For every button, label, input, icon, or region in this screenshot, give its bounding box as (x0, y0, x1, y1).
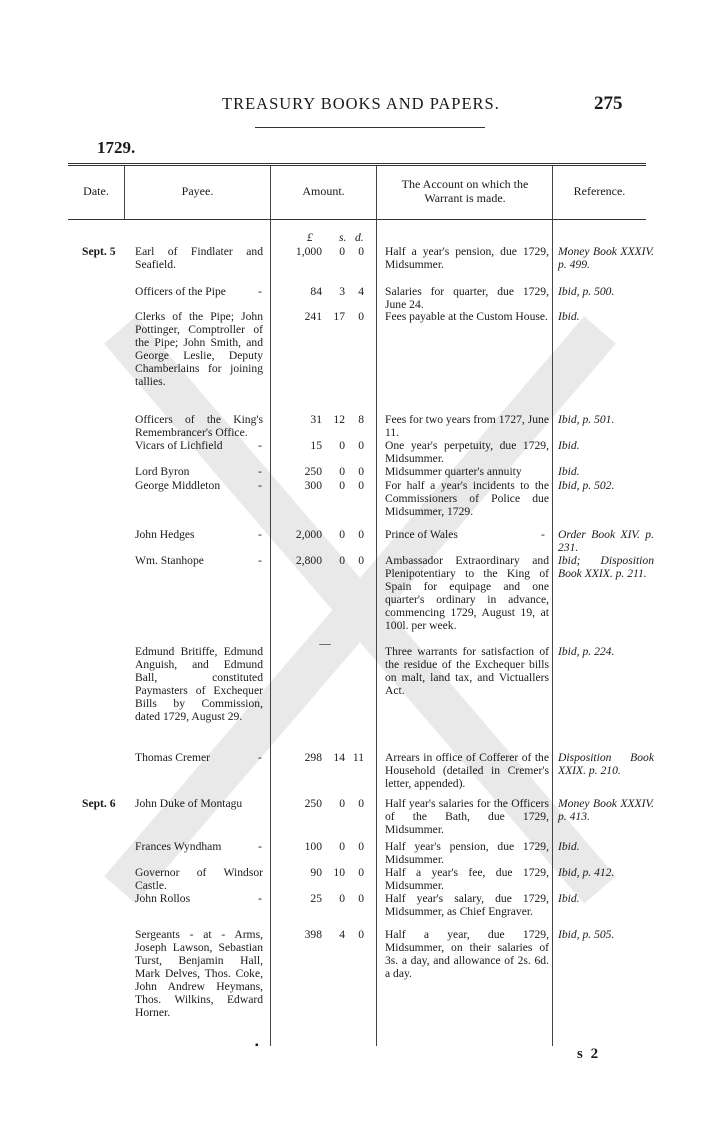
col-divider-account (552, 166, 553, 1046)
row-amount-pence: 0 (358, 866, 364, 879)
leader-dash: - (258, 439, 262, 452)
page-number: 275 (594, 93, 623, 114)
signature-mark: s 2 (577, 1046, 601, 1062)
row-payee: Lord Byron (135, 465, 190, 478)
row-reference: Ibid. (558, 892, 580, 905)
leader-dash: - (258, 528, 262, 541)
row-payee: Vicars of Lichfield (135, 439, 223, 452)
row-reference: Ibid. (558, 310, 580, 323)
unit-shillings: s. (339, 231, 347, 244)
row-payee: Clerks of the Pipe; John Pottinger, Comptroller of the Pipe; John Smith, and George Leslie, Deputy Chamberlains for joining tallies. (135, 310, 263, 388)
leader-dash: - (258, 892, 262, 905)
row-reference: Ibid, p. 412. (558, 866, 615, 879)
row-amount-pence: 8 (358, 413, 364, 426)
row-amount-shillings: 0 (339, 554, 345, 567)
row-amount-shillings: 4 (339, 928, 345, 941)
row-amount-shillings: 0 (339, 479, 345, 492)
row-amount-pence: 11 (352, 751, 364, 764)
table-top-rule (68, 163, 646, 164)
row-amount-pence: 0 (358, 797, 364, 810)
leader-dash: - (258, 751, 262, 764)
row-amount-pence: 0 (358, 310, 364, 323)
row-reference: Ibid, p. 501. (558, 413, 615, 426)
row-reference: Ibid, p. 224. (558, 645, 615, 658)
unit-pounds: £ (307, 231, 313, 244)
row-amount-shillings: 10 (333, 866, 345, 879)
stray-mark: ▪ (255, 1040, 259, 1051)
row-amount-shillings: 0 (339, 840, 345, 853)
row-reference: Disposition Book XXIX. p. 210. (558, 751, 654, 777)
row-reference: Ibid. (558, 439, 580, 452)
row-amount-pence: 4 (358, 285, 364, 298)
row-payee: John Duke of Montagu (135, 797, 243, 810)
row-amount-shillings: 0 (339, 465, 345, 478)
row-amount-shillings: 3 (339, 285, 345, 298)
row-amount-pounds: 2,800 (295, 554, 322, 567)
row-amount-dash: — (319, 637, 331, 650)
row-amount-pounds: 31 (310, 413, 322, 426)
row-reference: Ibid, p. 500. (558, 285, 615, 298)
row-amount-pounds: 241 (304, 310, 322, 323)
row-payee: Edmund Britiffe, Edmund Anguish, and Edmund Ball, constituted Paymasters of Exchequer Bills by Commission, dated 1729, August 29. (135, 645, 263, 723)
row-payee: Wm. Stanhope (135, 554, 204, 567)
row-amount-pence: 0 (358, 892, 364, 905)
row-payee: Frances Wyndham (135, 840, 222, 853)
row-amount-pounds: 15 (310, 439, 322, 452)
row-account: Three warrants for satisfaction of the residue of the Exchequer bills on malt, land tax, and Victuallers Act. (385, 645, 549, 697)
row-payee: Earl of Findlater and Seafield. (135, 245, 263, 271)
col-divider-amount (376, 166, 377, 1046)
row-reference: Money Book XXXIV. p. 499. (558, 245, 654, 271)
row-payee: Thomas Cremer (135, 751, 211, 764)
row-amount-pence: 0 (358, 245, 364, 258)
row-payee: John Rollos (135, 892, 191, 905)
row-amount-shillings: 12 (333, 413, 345, 426)
row-amount-pounds: 84 (310, 285, 322, 298)
header-rule (255, 127, 485, 128)
row-amount-pence: 0 (358, 554, 364, 567)
row-account: Salaries for quarter, due 1729, June 24. (385, 285, 549, 311)
row-date: Sept. 5 (82, 245, 116, 258)
running-head-title: TREASURY BOOKS AND PAPERS. (222, 94, 500, 113)
leader-dash: - (258, 285, 262, 298)
row-account: One year's perpetuity, due 1729, Midsummer. (385, 439, 549, 465)
column-header-amount: Amount. (302, 184, 345, 198)
row-amount-shillings: 14 (333, 751, 345, 764)
row-account: Prince of Wales (385, 528, 458, 541)
row-amount-pounds: 250 (304, 797, 322, 810)
leader-dash: - (541, 528, 545, 541)
row-payee: Officers of the Pipe (135, 285, 226, 298)
row-payee: George Middleton (135, 479, 221, 492)
table-top-rule-double (68, 165, 646, 166)
row-amount-pounds: 2,000 (295, 528, 322, 541)
row-account: Half a year, due 1729, Midsummer, on their salaries of 3s. a day, and allowance of 2s. 6d. a day. (385, 928, 549, 980)
table-header-rule (68, 219, 646, 220)
col-divider-payee (270, 166, 271, 1046)
row-account: Half year's salaries for the Officers of the Bath, due 1729, Midsummer. (385, 797, 549, 836)
row-payee: Governor of Windsor Castle. (135, 866, 263, 892)
leader-dash: - (258, 840, 262, 853)
row-reference: Ibid, p. 505. (558, 928, 615, 941)
leader-dash: - (258, 479, 262, 492)
row-account: Ambassador Extraordinary and Plenipotentiary to the King of Spain for equipage and one quarter's ordinary in advance, commencing 1729, August 19, at 100l. per week. (385, 554, 549, 632)
row-amount-pounds: 25 (310, 892, 322, 905)
row-reference: Ibid. (558, 465, 580, 478)
row-amount-pounds: 300 (304, 479, 322, 492)
row-amount-pence: 0 (358, 439, 364, 452)
row-amount-pence: 0 (358, 840, 364, 853)
row-amount-pence: 0 (358, 479, 364, 492)
unit-pence: d. (355, 231, 364, 244)
row-account: Fees for two years from 1727, June 11. (385, 413, 549, 439)
row-account: Half year's salary, due 1729, Midsummer, as Chief Engraver. (385, 892, 549, 918)
row-amount-shillings: 0 (339, 245, 345, 258)
row-amount-shillings: 0 (339, 439, 345, 452)
row-amount-pounds: 100 (304, 840, 322, 853)
leader-dash: - (258, 465, 262, 478)
row-amount-pounds: 1,000 (295, 245, 322, 258)
row-reference: Money Book XXXIV. p. 413. (558, 797, 654, 823)
column-header-reference: Reference. (573, 184, 626, 198)
row-account: For half a year's incidents to the Commissioners of Police due Midsummer, 1729. (385, 479, 549, 518)
year-heading: 1729. (97, 138, 136, 157)
row-amount-shillings: 0 (339, 528, 345, 541)
column-header-date: Date. (83, 184, 109, 198)
row-account: Half a year's pension, due 1729, Midsummer. (385, 245, 549, 271)
row-date: Sept. 6 (82, 797, 116, 810)
row-reference: Ibid; Disposition Book XXIX. p. 211. (558, 554, 654, 580)
row-reference: Ibid, p. 502. (558, 479, 615, 492)
row-amount-shillings: 17 (333, 310, 345, 323)
row-reference: Ibid. (558, 840, 580, 853)
row-amount-pounds: 90 (310, 866, 322, 879)
row-amount-shillings: 0 (339, 892, 345, 905)
row-amount-pence: 0 (358, 928, 364, 941)
leader-dash: - (258, 554, 262, 567)
row-payee: John Hedges (135, 528, 195, 541)
row-account: Midsummer quarter's annuity (385, 465, 522, 478)
row-amount-pence: 0 (358, 465, 364, 478)
row-payee: Sergeants - at - Arms, Joseph Lawson, Sebastian Turst, Benjamin Hall, Mark Delves, Thos. Coke, John Andrew Heymans, Thos. Wilkins, Edward Horner. (135, 928, 263, 1019)
row-payee: Officers of the King's Remembrancer's Office. (135, 413, 263, 439)
row-reference: Order Book XIV. p. 231. (558, 528, 654, 554)
row-amount-shillings: 0 (339, 797, 345, 810)
row-amount-pounds: 298 (304, 751, 322, 764)
row-account: Half year's pension, due 1729, Midsummer. (385, 840, 549, 866)
column-header-payee: Payee. (181, 184, 214, 198)
column-header-account: The Account on which the Warrant is made. (401, 177, 529, 205)
row-account: Half a year's fee, due 1729, Midsummer. (385, 866, 549, 892)
row-account: Arrears in office of Cofferer of the Household (detailed in Cremer's letter, appended). (385, 751, 549, 790)
row-amount-pence: 0 (358, 528, 364, 541)
row-amount-pounds: 398 (304, 928, 322, 941)
row-amount-pounds: 250 (304, 465, 322, 478)
row-account: Fees payable at the Custom House. (385, 310, 548, 323)
